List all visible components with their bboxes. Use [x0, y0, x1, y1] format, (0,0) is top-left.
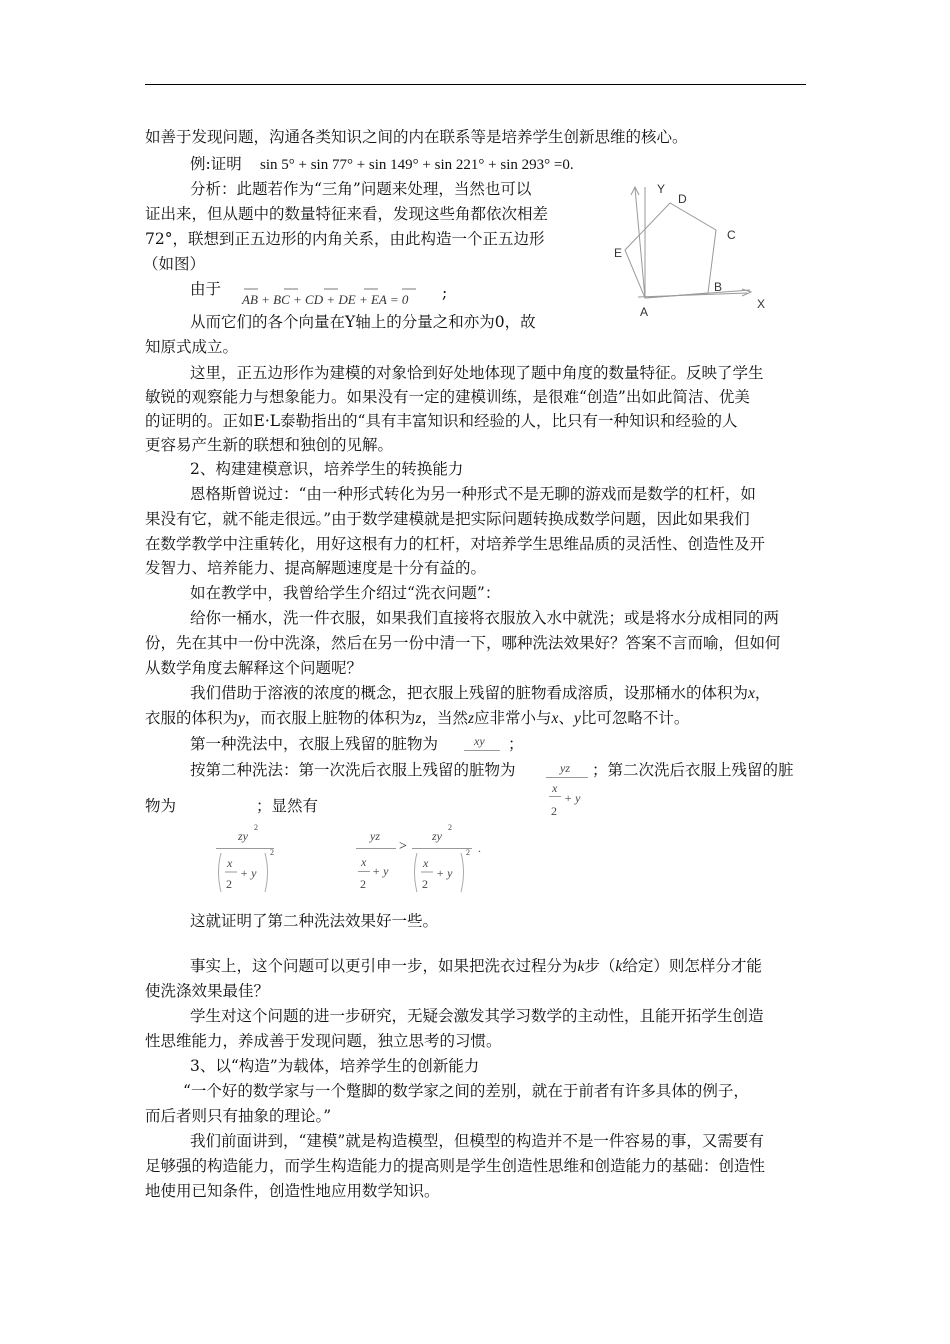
var-x: x — [551, 710, 559, 727]
paragraph-line: ；显然有 — [256, 797, 319, 815]
text: 步（ — [584, 957, 616, 975]
formula-plus-y: + y — [436, 866, 453, 880]
paragraph-line: 从而它们的各个向量在Y轴上的分量之和亦为0，故 — [190, 313, 536, 331]
paragraph-line: 足够强的构造能力，而学生构造能力的提高则是学生创造性思维和创造能力的基础：创造性 — [145, 1157, 766, 1175]
y-axis-tilted — [635, 188, 645, 298]
label-b: B — [714, 280, 723, 294]
paragraph-line: 给你一桶水，洗一件衣服，如果我们直接将衣服放入水中就洗；或是将水分成相同的两 — [190, 609, 780, 627]
formula-zy2: zy — [238, 829, 248, 843]
formula-sq: 2 — [448, 823, 452, 832]
var-k: k — [577, 958, 585, 975]
paragraph-line: 使洗涤效果最佳？ — [145, 982, 270, 1000]
formula-x: x — [423, 856, 429, 870]
paragraph-line — [190, 682, 770, 705]
paragraph-line: 证出来，但从题中的数量特征来看，发现这些角都依次相差 — [145, 205, 549, 223]
paragraph-line: “一个好的数学家与一个蹩脚的数学家之间的差别，就在于前者有许多具体的例子， — [183, 1082, 749, 1100]
fraction-bar — [546, 777, 588, 778]
paragraph-line: 发智力、培养能力、提高解题速度是十分有益的。 — [145, 559, 487, 577]
paragraph-line: 从数学角度去解释这个问题呢？ — [145, 659, 363, 677]
label-e: E — [614, 246, 623, 260]
paragraph-line: 份，先在其中一份中洗涤，然后在另一份中清一下，哪种洗法效果好？答案不言而喻，但如何 — [145, 634, 781, 652]
paragraph-line: 如善于发现问题，沟通各类知识之间的内在联系等是培养学生创新思维的核心。 — [145, 128, 688, 146]
paragraph-line: 这里，正五边形作为建模的对象恰到好处地体现了题中角度的数量特征。反映了学生 — [190, 364, 764, 382]
formula-x: x — [227, 856, 233, 870]
fraction-bar — [549, 796, 561, 797]
text: 给定）则怎样分才能 — [622, 957, 762, 975]
example-label: 例:证明 — [190, 155, 242, 173]
paragraph-line: 第一种洗法中，衣服上残留的脏物为 — [190, 735, 439, 753]
formula-plus-y: + y — [372, 864, 389, 878]
fraction-bar — [412, 848, 472, 849]
formula-sq: 2 — [466, 848, 470, 857]
paragraph-line: 的证明的。正如E·L泰勒指出的“具有丰富知识和经验的人，比只有一种知识和经验的人 — [145, 412, 738, 430]
paragraph-line: 学生对这个问题的进一步研究，无疑会激发其学习数学的主动性，且能开拓学生创造 — [190, 1007, 764, 1025]
greater-than: > — [399, 839, 407, 854]
text: 衣服的体积为 — [145, 709, 239, 727]
x-axis-line — [638, 293, 747, 297]
vector-equation-text: AB + BC + CD + DE + EA = 0 — [242, 292, 409, 307]
paragraph-line: 更容易产生新的联想和独创的见解。 — [145, 436, 394, 454]
formula-two: 2 — [551, 804, 557, 818]
paragraph-line: 这就证明了第二种洗法效果好一些。 — [190, 912, 439, 930]
paragraph-line: 敏锐的观察能力与想象能力。如果没有一定的建模训练，是很难“创造”出如此简洁、优美 — [145, 388, 750, 406]
fraction-bar — [356, 848, 396, 849]
pentagon — [625, 203, 716, 298]
var-y: y — [238, 710, 245, 727]
semicolon: ; — [442, 284, 448, 302]
paragraph-line: 地使用已知条件，创造性地应用数学知识。 — [145, 1182, 440, 1200]
paragraph-line: 72°，联想到正五边形的内角关系，由此构造一个正五边形 — [145, 230, 545, 248]
var-x: x — [748, 685, 755, 702]
paragraph-line — [190, 955, 762, 978]
example-equation: sin 5° + sin 77° + sin 149° + sin 221° + sin 293° =0. — [260, 157, 574, 173]
formula-two: 2 — [422, 877, 428, 891]
label-d: D — [678, 192, 687, 206]
label-a: A — [640, 305, 649, 319]
formula-x: x — [552, 781, 558, 795]
paragraph-line: 物为 — [145, 797, 177, 815]
fraction-bar — [358, 871, 370, 872]
formula-x: x — [361, 855, 367, 869]
formula-yz: yz — [560, 761, 570, 775]
formula-zy2: zy — [432, 829, 442, 843]
formula-plus-y: + y — [564, 791, 581, 805]
paragraph-line: 按第二种洗法：第一次洗后衣服上残留的脏物为 — [190, 761, 516, 779]
var-k: k — [615, 958, 623, 975]
paragraph-line: 分析：此题若作为“三角”问题来处理，当然也可以 — [190, 180, 532, 198]
text: 我们借助于溶液的浓度的概念，把衣服上残留的脏物看成溶质，设那桶水的体积为 — [190, 684, 749, 702]
section-heading: 3、以“构造”为载体，培养学生的创新能力 — [190, 1057, 480, 1075]
formula-plus-y: + y — [240, 866, 257, 880]
paragraph-line: 在数学教学中注重转化，用好这根有力的杠杆，对培养学生思维品质的灵活性、创造性及开 — [145, 535, 766, 553]
formula-two: 2 — [360, 877, 366, 891]
formula-yz: yz — [370, 829, 380, 843]
paragraph-line: ；第二次洗后衣服上残留的脏 — [592, 761, 794, 779]
paragraph-line: 果没有它，就不能走很远。”由于数学建模就是把实际问题转换成数学问题，因此如果我们 — [145, 510, 750, 528]
vector-equation — [240, 282, 440, 310]
semicolon: ； — [508, 735, 524, 753]
label-c: C — [727, 228, 736, 242]
text: ，而衣服上脏物的体积为 — [244, 709, 416, 727]
label-y: Y — [657, 182, 666, 196]
paragraph-line: 知原式成立。 — [145, 338, 239, 356]
text: 、 — [558, 709, 574, 727]
formula-period: . — [478, 841, 481, 855]
paragraph-line: 由于 — [190, 280, 222, 298]
var-y: y — [573, 710, 581, 727]
text: 比可忽略不计。 — [580, 709, 690, 727]
paragraph-line: 如在教学中，我曾给学生介绍过“洗衣问题”： — [190, 584, 501, 602]
section-heading: 2、构建建模意识，培养学生的转换能力 — [190, 460, 464, 478]
formula-sq: 2 — [254, 823, 258, 832]
text: 事实上，这个问题可以更引申一步，如果把洗衣过程分为 — [190, 957, 578, 975]
paragraph-line: （如图） — [143, 255, 206, 273]
formula-two: 2 — [226, 877, 232, 891]
label-x: X — [757, 297, 766, 311]
text: 应非常小与 — [474, 709, 552, 727]
paragraph-line: 性思维能力，养成善于发现问题，独立思考的习惯。 — [145, 1032, 502, 1050]
header-rule — [145, 84, 806, 85]
formula-sq: 2 — [270, 848, 274, 857]
paragraph-line: 而后者则只有抽象的理论。” — [145, 1107, 332, 1125]
paragraph-line: 恩格斯曾说过：“由一种形式转化为另一种形式不是无聊的游戏而是数学的杠杆，如 — [190, 485, 756, 503]
paragraph-line: 我们前面讲到，“建模”就是构造模型，但模型的构造并不是一件容易的事，又需要有 — [190, 1132, 764, 1150]
text: ，当然 — [421, 709, 468, 727]
var-z: z — [467, 710, 475, 727]
formula-xy: xy — [474, 734, 485, 748]
paragraph-line — [145, 707, 689, 730]
var-z: z — [415, 710, 422, 727]
text: ， — [754, 684, 771, 702]
fraction-bar — [216, 848, 274, 849]
fraction-bar — [464, 750, 500, 751]
